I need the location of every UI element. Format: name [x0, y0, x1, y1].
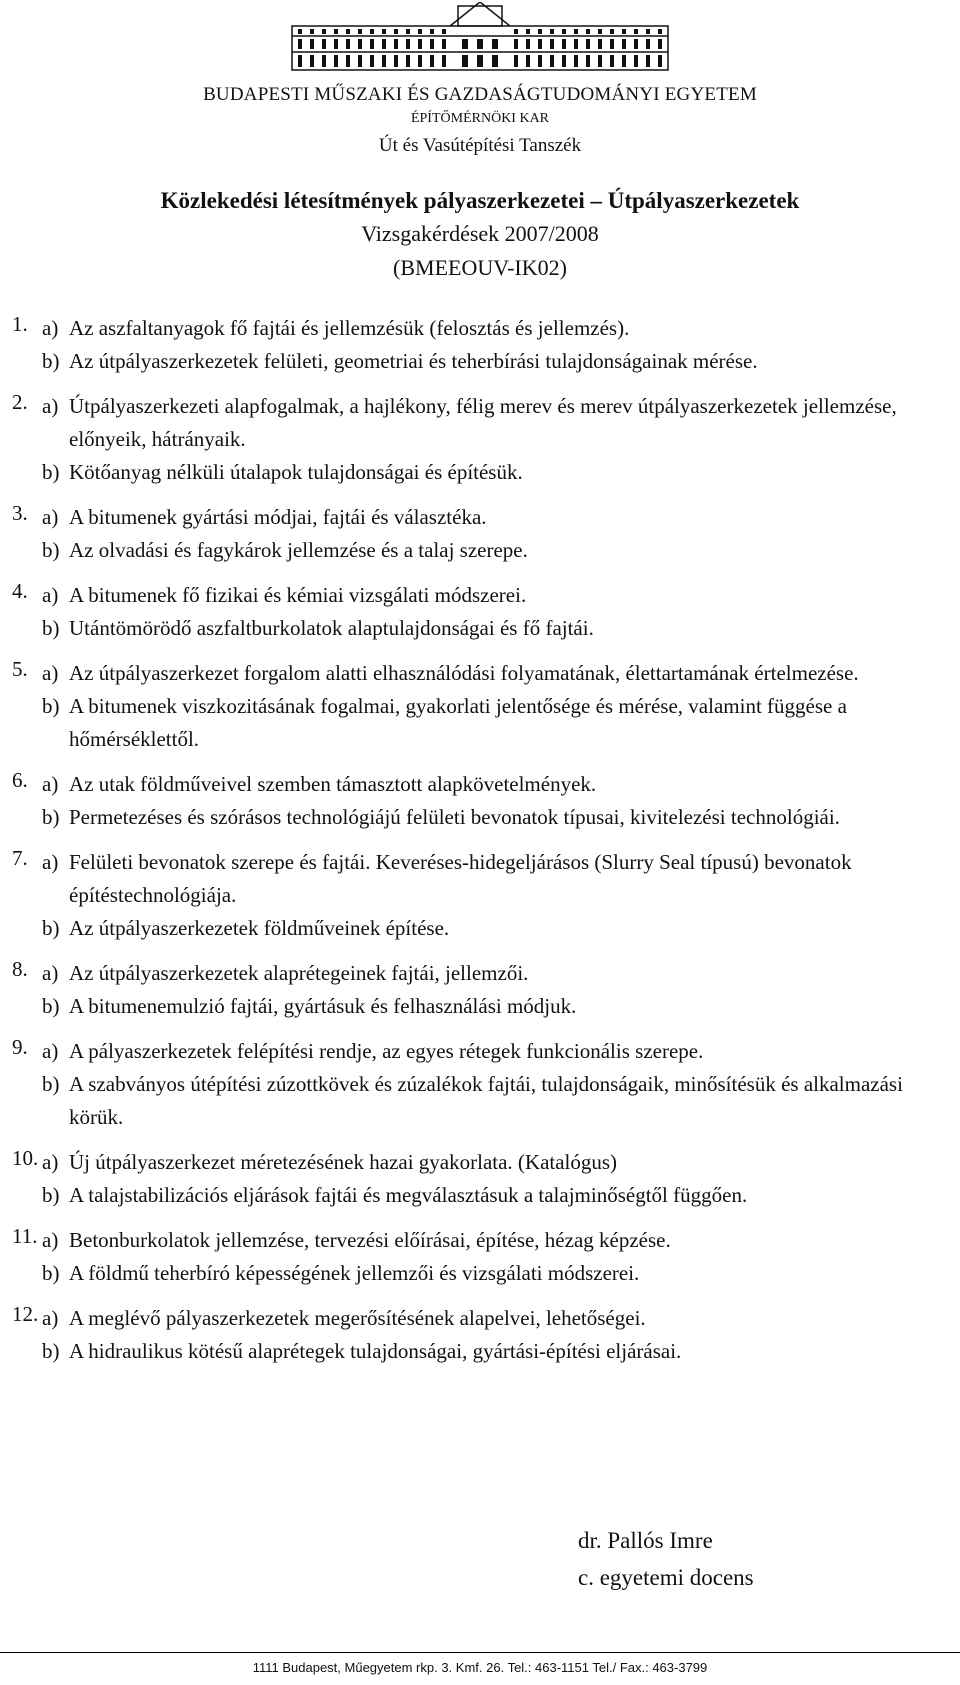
part-text: A bitumenek viszkozitásának fogalmai, gyakorlati jelentősége és mérése, valamint függése a hőmérséklettől. — [69, 694, 847, 751]
question-item — [12, 1302, 952, 1368]
question-item — [12, 846, 952, 945]
question-item — [12, 657, 952, 756]
question-number: 3. — [12, 501, 28, 525]
part-label: b) — [42, 994, 60, 1018]
question-number: 11. — [12, 1224, 38, 1248]
question-number: 2. — [12, 390, 28, 414]
part-text: A földmű teherbíró képességének jellemzői és vizsgálati módszerei. — [69, 1261, 640, 1285]
part-label: b) — [42, 538, 60, 562]
question-number: 9. — [12, 1035, 28, 1059]
part-label: b) — [42, 1183, 60, 1207]
part-text: A bitumenemulzió fajtái, gyártásuk és felhasználási módjuk. — [69, 994, 577, 1018]
question-item — [12, 579, 952, 645]
question-number: 7. — [12, 846, 28, 870]
part-text: Az útpályaszerkezetek földműveinek építése. — [69, 916, 450, 940]
part-text: A szabványos útépítési zúzottkövek és zúzalékok fajtái, tulajdonságaik, minősítésük és alkalmazási körük. — [69, 1072, 903, 1129]
question-part — [42, 1179, 952, 1212]
question-parts — [42, 1224, 952, 1290]
part-text: Kötőanyag nélküli útalapok tulajdonságai és építésük. — [69, 460, 523, 484]
question-part — [42, 912, 952, 945]
question-part — [42, 1146, 952, 1179]
part-label: b) — [42, 1072, 60, 1096]
part-label: a) — [42, 1228, 59, 1252]
part-label: a) — [42, 316, 59, 340]
question-part — [42, 957, 952, 990]
footer-divider — [0, 1652, 960, 1653]
question-parts — [42, 390, 952, 489]
part-text: Felületi bevonatok szerepe és fajtái. Keveréses-hidegeljárásos (Slurry Seal típusú) bevonatok építéstechnológiája. — [69, 850, 852, 907]
question-part — [42, 768, 952, 801]
question-part — [42, 1224, 952, 1257]
signature-position: c. egyetemi docens — [578, 1565, 754, 1590]
question-parts — [42, 1302, 952, 1368]
part-label: a) — [42, 583, 59, 607]
part-text: Betonburkolatok jellemzése, tervezési előírásai, építése, hézag képzése. — [69, 1228, 671, 1252]
question-parts — [42, 579, 952, 645]
part-label: b) — [42, 349, 60, 373]
question-part — [42, 1257, 952, 1290]
signature-name: dr. Pallós Imre — [578, 1528, 713, 1553]
part-label: a) — [42, 505, 59, 529]
question-item — [12, 957, 952, 1023]
part-text: A bitumenek gyártási módjai, fajtái és választéka. — [69, 505, 487, 529]
question-part — [42, 1035, 952, 1068]
question-list — [12, 312, 952, 1380]
question-item — [12, 1146, 952, 1212]
question-parts — [42, 657, 952, 756]
question-parts — [42, 1035, 952, 1134]
part-text: Az olvadási és fagykárok jellemzése és a talaj szerepe. — [69, 538, 528, 562]
question-item — [12, 501, 952, 567]
question-parts — [42, 1146, 952, 1212]
question-part — [42, 1068, 952, 1134]
part-text: Az útpályaszerkezetek felületi, geometriai és teherbírási tulajdonságainak mérése. — [69, 349, 758, 373]
question-part — [42, 1302, 952, 1335]
part-label: a) — [42, 961, 59, 985]
question-parts — [42, 768, 952, 834]
question-parts — [42, 957, 952, 1023]
part-text: A talajstabilizációs eljárások fajtái és megválasztásuk a talajminőségtől függően. — [69, 1183, 748, 1207]
part-text: A pályaszerkezetek felépítési rendje, az egyes rétegek funkcionális szerepe. — [69, 1039, 704, 1063]
part-label: a) — [42, 1150, 59, 1174]
university-name: BUDAPESTI MŰSZAKI ÉS GAZDASÁGTUDOMÁNYI EGYETEM — [203, 84, 757, 105]
question-part — [42, 534, 952, 567]
part-text: A bitumenek fő fizikai és kémiai vizsgálati módszerei. — [69, 583, 527, 607]
question-item — [12, 390, 952, 489]
part-text: Utántömörödő aszfaltburkolatok alaptulajdonságai és fő fajtái. — [69, 616, 594, 640]
part-label: b) — [42, 460, 60, 484]
part-label: b) — [42, 805, 60, 829]
question-number: 12. — [12, 1302, 39, 1326]
question-part — [42, 345, 952, 378]
part-text: Az útpályaszerkezet forgalom alatti elhasználódási folyamatának, élettartamának értelmezése. — [69, 661, 859, 685]
question-part — [42, 390, 952, 456]
university-building-logo — [290, 2, 670, 72]
part-label: a) — [42, 772, 59, 796]
question-item — [12, 1035, 952, 1134]
question-parts — [42, 501, 952, 567]
part-label: b) — [42, 616, 60, 640]
question-part — [42, 456, 952, 489]
question-part — [42, 990, 952, 1023]
part-label: b) — [42, 694, 60, 718]
question-part — [42, 801, 952, 834]
faculty-name: ÉPÍTŐMÉRNÖKI KAR — [410, 111, 550, 126]
part-label: b) — [42, 916, 60, 940]
part-label: a) — [42, 1306, 59, 1330]
part-text: A hidraulikus kötésű alaprétegek tulajdonságai, gyártási-építési eljárásai. — [69, 1339, 682, 1363]
question-item — [12, 1224, 952, 1290]
question-parts — [42, 312, 952, 378]
question-item — [12, 768, 952, 834]
part-text: Az aszfaltanyagok fő fajtái és jellemzésük (felosztás és jellemzés). — [69, 316, 630, 340]
question-item — [12, 312, 952, 378]
part-label: a) — [42, 850, 59, 874]
exam-subtitle: Vizsgakérdések 2007/2008 — [361, 221, 599, 246]
part-label: a) — [42, 661, 59, 685]
question-number: 4. — [12, 579, 28, 603]
question-part — [42, 579, 952, 612]
question-part — [42, 312, 952, 345]
question-number: 1. — [12, 312, 28, 336]
part-label: b) — [42, 1261, 60, 1285]
part-label: a) — [42, 394, 59, 418]
part-text: Útpályaszerkezeti alapfogalmak, a hajlékony, félig merev és merev útpályaszerkezetek jellemzése, előnyeik, hátrányaik. — [69, 394, 897, 451]
part-text: Új útpályaszerkezet méretezésének hazai gyakorlata. (Katalógus) — [69, 1150, 618, 1174]
part-label: a) — [42, 1039, 59, 1063]
question-number: 6. — [12, 768, 28, 792]
department-name: Út és Vasútépítési Tanszék — [378, 135, 582, 156]
question-number: 5. — [12, 657, 28, 681]
question-number: 10. — [12, 1146, 39, 1170]
question-part — [42, 501, 952, 534]
question-number: 8. — [12, 957, 28, 981]
footer-address: 1111 Budapest, Műegyetem rkp. 3. Kmf. 26. Tel.: 463-1151 Tel./ Fax.: 463-3799 — [252, 1660, 708, 1675]
part-label: b) — [42, 1339, 60, 1363]
question-parts — [42, 846, 952, 945]
part-text: A meglévő pályaszerkezetek megerősítésének alapelvei, lehetőségei. — [69, 1306, 646, 1330]
question-part — [42, 612, 952, 645]
question-part — [42, 657, 952, 690]
question-part — [42, 690, 952, 756]
part-text: Az utak földműveivel szemben támasztott alapkövetelmények. — [69, 772, 597, 796]
part-text: Permetezéses és szórásos technológiájú felületi bevonatok típusai, kivitelezési technológiái. — [69, 805, 840, 829]
document-title: Közlekedési létesítmények pályaszerkezetei – Útpályaszerkezetek — [160, 188, 800, 213]
course-code: (BMEEOUV-IK02) — [393, 255, 567, 280]
question-part — [42, 846, 952, 912]
question-part — [42, 1335, 952, 1368]
part-text: Az útpályaszerkezetek alaprétegeinek fajtái, jellemzői. — [69, 961, 529, 985]
